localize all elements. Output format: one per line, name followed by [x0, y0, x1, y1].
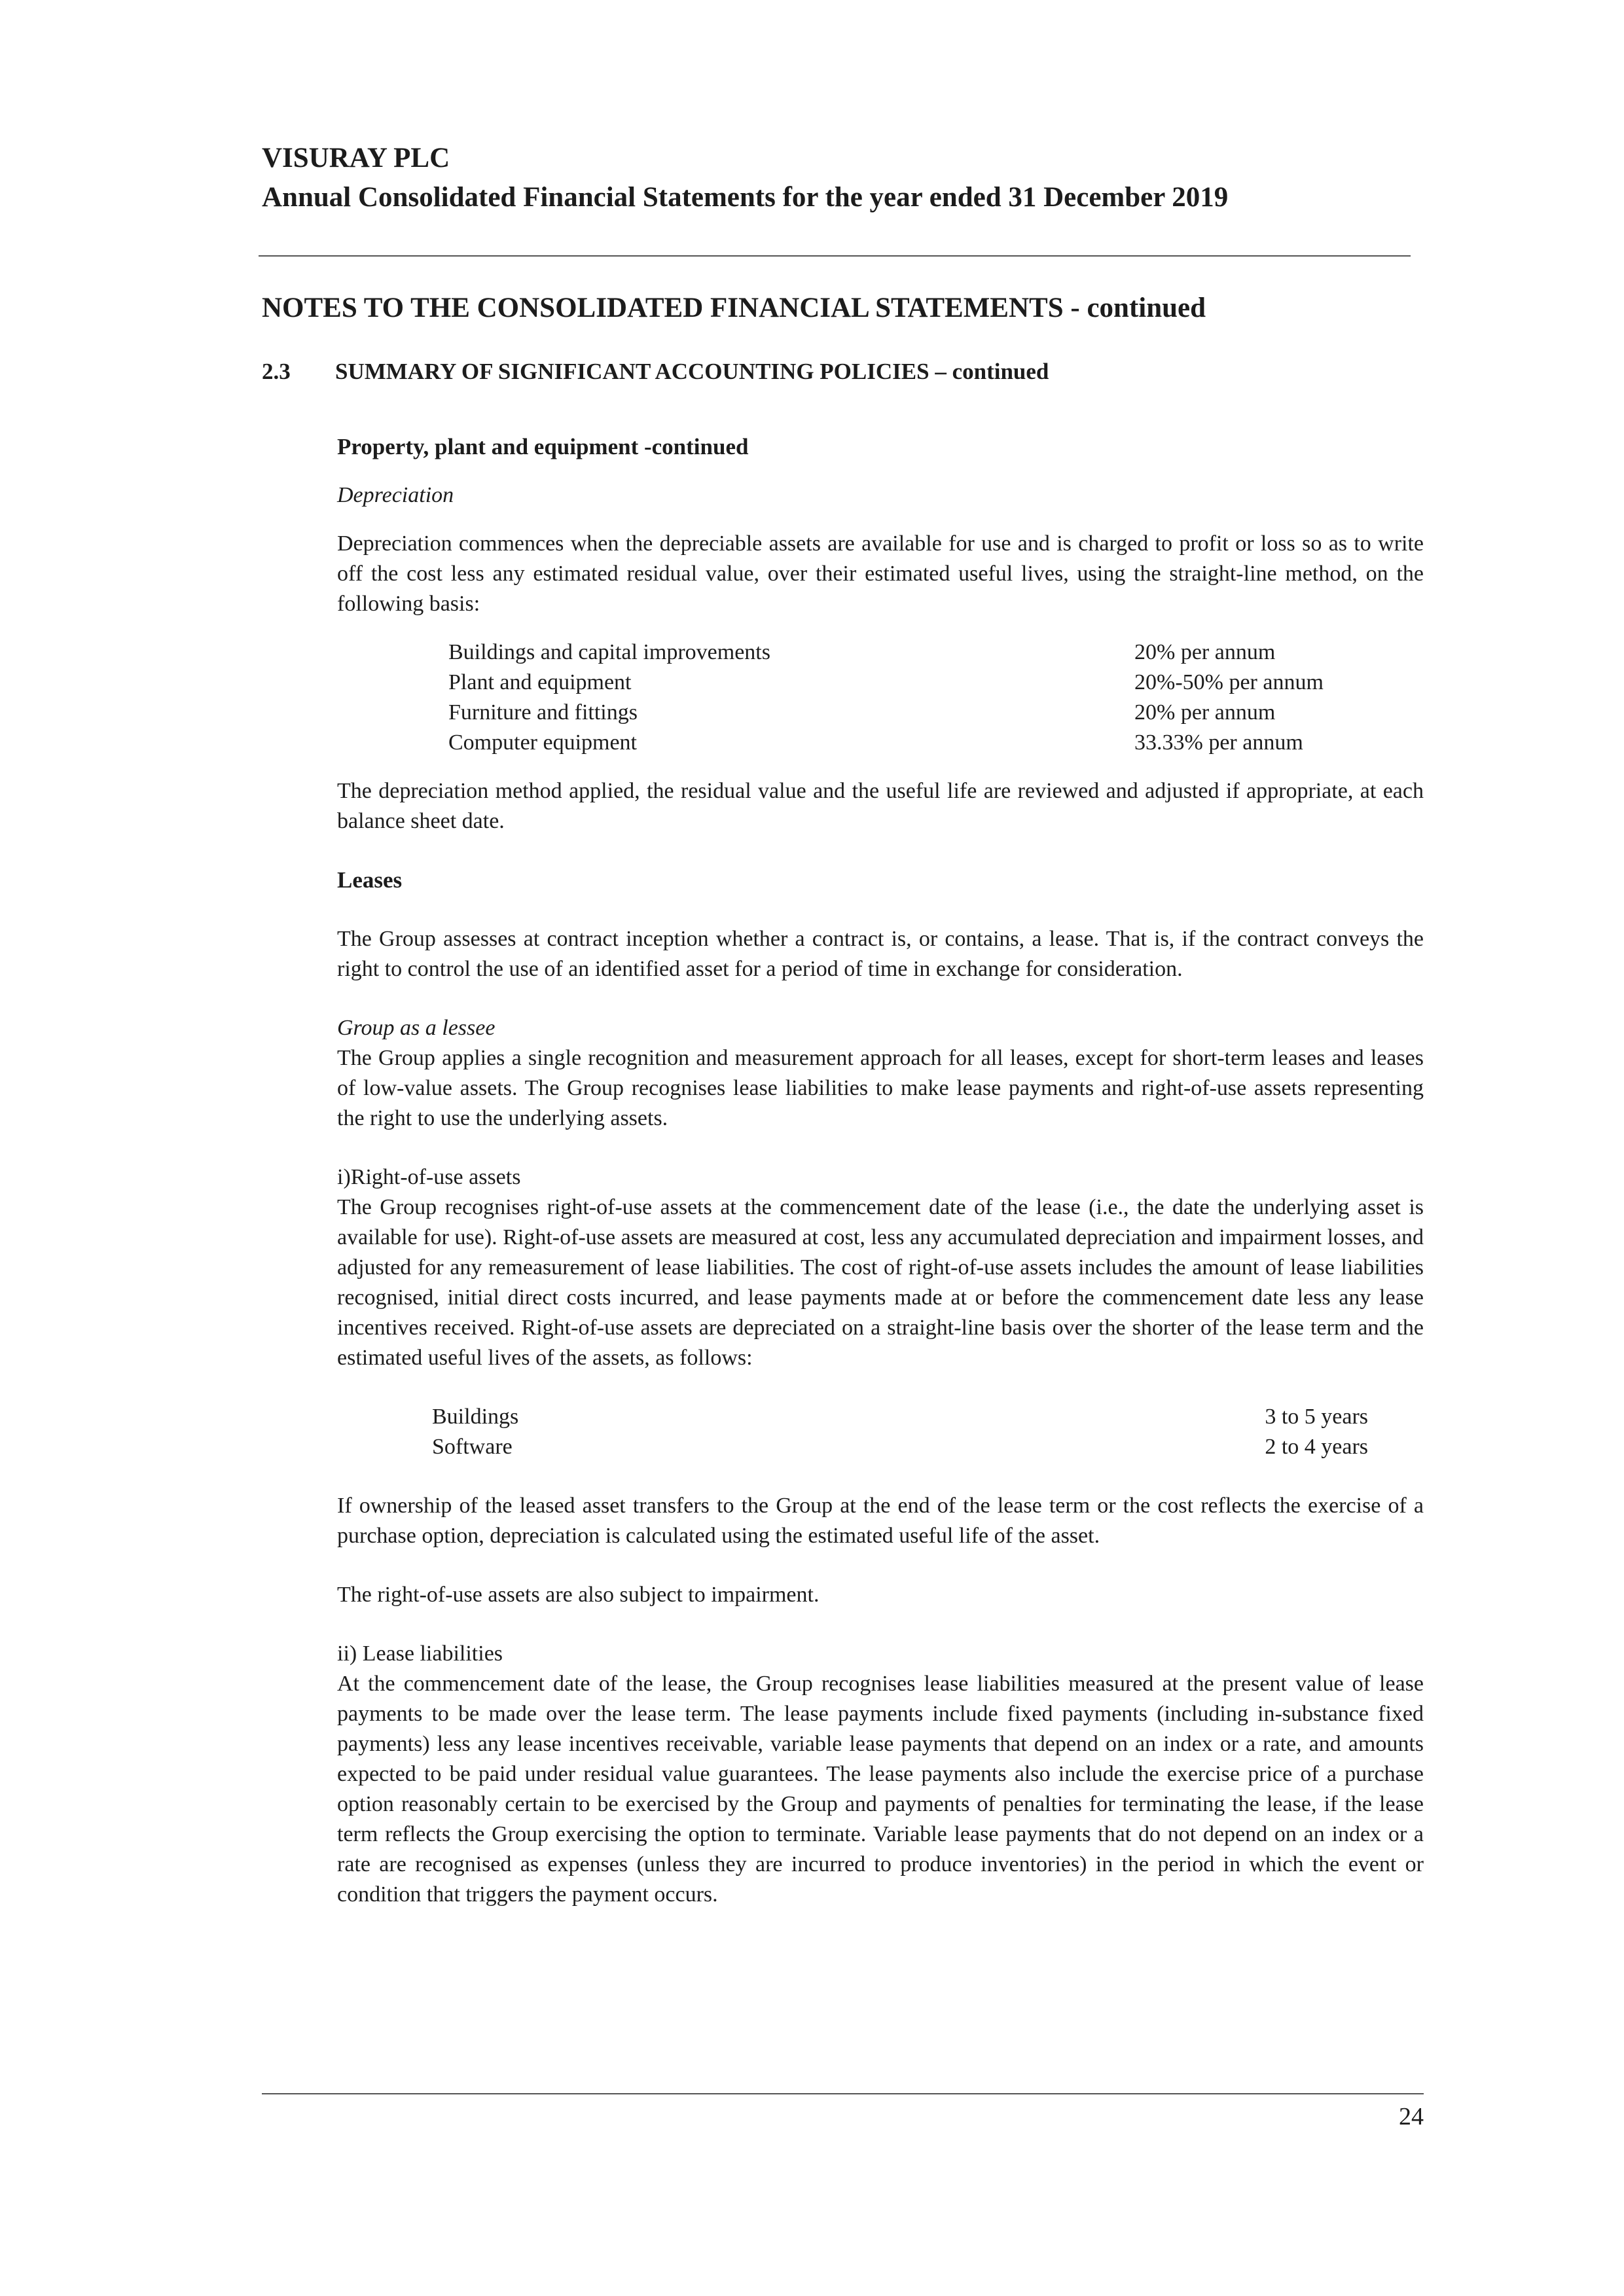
life-value: 2 to 4 years	[1265, 1435, 1368, 1459]
rou-heading: i)Right-of-use assets	[337, 1165, 521, 1189]
life-value: 3 to 5 years	[1265, 1405, 1368, 1429]
rate-value: 20% per annum	[1134, 700, 1276, 725]
depreciation-text: Depreciation commences when the depreciable assets are available for use and is charged to profit or loss so as to write off the cost less any estimated residual value, over their estimated useful lives, using the straight-line method, on the following basis:	[337, 531, 1424, 616]
rate-value: 20% per annum	[1134, 640, 1276, 664]
section-title: SUMMARY OF SIGNIFICANT ACCOUNTING POLICIES – continued	[335, 359, 1049, 384]
footer-divider	[262, 2093, 1424, 2094]
ownership-text: If ownership of the leased asset transfers to the Group at the end of the lease term or the cost reflects the exercise of a purchase option, depreciation is calculated using the estimated useful life of the asset.	[337, 1494, 1424, 1548]
leases-heading: Leases	[337, 867, 403, 893]
rate-label: Computer equipment	[448, 730, 638, 755]
depreciation-review-text: The depreciation method applied, the residual value and the useful life are reviewed and adjusted if appropriate, at each balance sheet date.	[337, 779, 1424, 833]
section-number: 2.3	[262, 359, 291, 384]
impairment-text: The right-of-use assets are also subject to impairment.	[337, 1583, 820, 1607]
page-header	[262, 139, 1420, 217]
leases-intro-text: The Group assesses at contract inception whether a contract is, or contains, a lease. That is, if the contract conveys the right to control the use of an identified asset for a period of time in exchange for consideration.	[337, 927, 1424, 981]
notes-title: NOTES TO THE CONSOLIDATED FINANCIAL STATEMENTS - continued	[262, 293, 1206, 323]
rate-label: Buildings and capital improvements	[448, 640, 770, 664]
lease-liabilities-text: At the commencement date of the lease, the Group recognises lease liabilities measured at the present value of lease payments to be made over the lease term. The lease payments include fixed payments (including in-substance fixed payments) less any lease incentives receivable, variable lease payments that depend on an index or a rate, and amounts expected to be paid under residual value guarantees. The lease payments also include the exercise price of a purchase option reasonably certain to be exercised by the Group and payments of penalties for terminating the lease, if the lease term reflects the Group exercising the option to terminate. Variable lease payments that do not depend on an index or a rate are recognised as expenses (unless they are incurred to produce inventories) in the period in which the event or condition that triggers the payment occurs.	[337, 1672, 1424, 1907]
report-subtitle: Annual Consolidated Financial Statements for the year ended 31 December 2019	[262, 182, 1229, 213]
rate-value: 20%-50% per annum	[1134, 670, 1324, 694]
ppe-heading: Property, plant and equipment -continued	[337, 434, 749, 459]
life-row	[432, 1432, 1368, 1462]
rate-row	[448, 698, 1358, 728]
depreciation-heading: Depreciation	[337, 483, 454, 507]
rate-value: 33.33% per annum	[1134, 730, 1303, 755]
rate-label: Plant and equipment	[448, 670, 632, 694]
rate-row	[448, 728, 1358, 758]
company-name: VISURAY PLC	[262, 143, 450, 173]
lessee-heading: Group as a lessee	[337, 1016, 496, 1040]
lease-liabilities-heading: ii) Lease liabilities	[337, 1641, 503, 1666]
page-content	[337, 432, 1424, 1910]
rou-text: The Group recognises right-of-use assets at the commencement date of the lease (i.e., the date the underlying asset is available for use). Right-of-use assets are measured at cost, less any accumulated depreciation and impairment losses, and adjusted for any remeasurement of lease liabilities. The cost of right-of-use assets includes the amount of lease liabilities recognised, initial direct costs incurred, and lease payments made at or before the commencement date less any lease incentives received. Right-of-use assets are depreciated on a straight-line basis over the shorter of the lease term and the estimated useful lives of the assets, as follows:	[337, 1195, 1424, 1370]
life-label: Software	[432, 1435, 513, 1459]
page-number: 24	[1399, 2103, 1424, 2130]
header-divider	[259, 255, 1411, 257]
rate-row	[448, 668, 1358, 698]
life-row	[432, 1402, 1368, 1432]
depreciation-rates-table	[448, 637, 1358, 758]
useful-lives-table	[432, 1402, 1368, 1462]
lessee-text: The Group applies a single recognition and measurement approach for all leases, except for short-term leases and leases of low-value assets. The Group recognises lease liabilities to make lease payments and right-of-use assets representing the right to use the underlying assets.	[337, 1046, 1424, 1130]
life-label: Buildings	[432, 1405, 519, 1429]
rate-label: Furniture and fittings	[448, 700, 638, 725]
rate-row	[448, 637, 1358, 668]
